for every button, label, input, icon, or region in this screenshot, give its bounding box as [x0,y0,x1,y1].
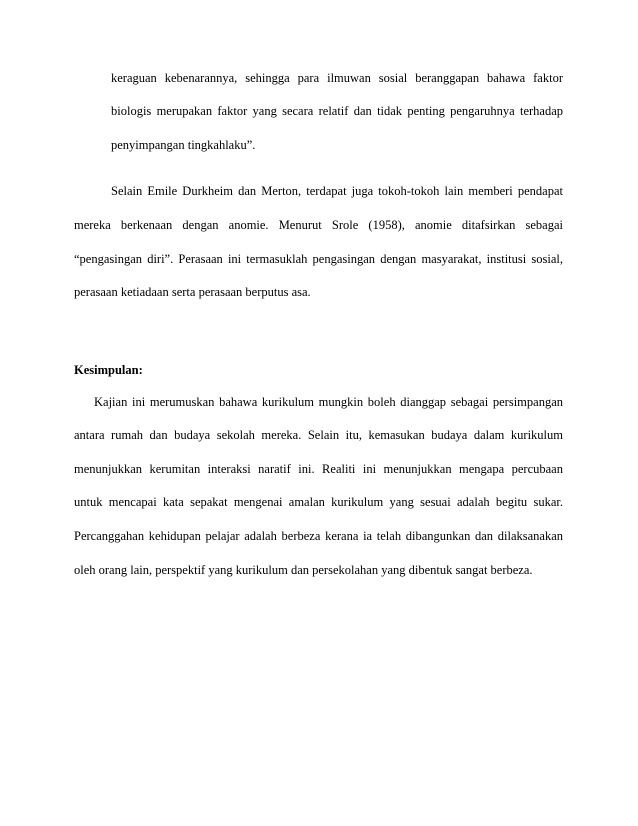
conclusion-heading: Kesimpulan: [74,363,143,377]
conclusion-line-2: antara rumah dan budaya sekolah mereka. Selain itu, kemasukan budaya dalam kurikulum [74,428,563,442]
conclusion-line-5: Percanggahan kehidupan pelajar adalah berbeza kerana ia telah dibangunkan dan dilaksanakan [74,529,563,543]
quote-line-3: penyimpangan tingkahlaku”. [111,138,256,152]
conclusion-line-1: Kajian ini merumuskan bahawa kurikulum mungkin boleh dianggap sebagai persimpangan [94,395,563,409]
conclusion-line-4: untuk mencapai kata sepakat mengenai amalan kurikulum yang sesuai adalah begitu sukar. [74,495,563,509]
quote-line-1: keraguan kebenarannya, sehingga para ilmuwan sosial beranggapan bahawa faktor [111,71,563,85]
anomie-line-3: “pengasingan diri”. Perasaan ini termasuklah pengasingan dengan masyarakat, institusi sosial, [74,252,563,266]
anomie-line-1: Selain Emile Durkheim dan Merton, terdapat juga tokoh-tokoh lain memberi pendapat [111,184,563,198]
conclusion-line-3: menunjukkan kerumitan interaksi naratif ini. Realiti ini menunjukkan mengapa percubaan [74,462,563,476]
anomie-line-4: perasaan ketiadaan serta perasaan berputus asa. [74,285,311,299]
anomie-line-2: mereka berkenaan dengan anomie. Menurut Srole (1958), anomie ditafsirkan sebagai [74,218,563,232]
quote-line-2: biologis merupakan faktor yang secara relatif dan tidak penting pengaruhnya terhadap [111,104,563,118]
conclusion-line-6: oleh orang lain, perspektif yang kurikulum dan persekolahan yang dibentuk sangat berbeza. [74,563,533,577]
